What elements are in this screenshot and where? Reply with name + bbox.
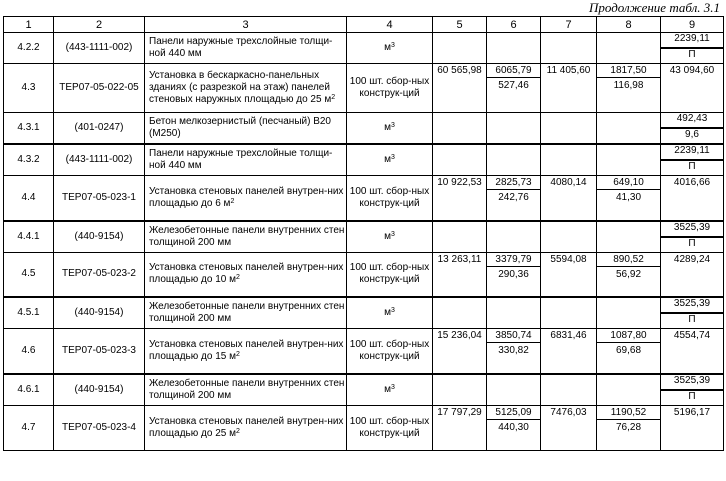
unit: 100 шт. сбор-ных конструк-ций (347, 252, 433, 297)
col9-value-bottom: 9,6 (685, 129, 699, 140)
rate-code: (440-9154) (54, 374, 145, 406)
col5-value (433, 221, 487, 253)
table-row (4, 297, 724, 329)
col9-value (661, 33, 724, 64)
col8-value-bottom: 56,92 (597, 266, 660, 281)
unit: 100 шт. сбор-ных конструк-ций (347, 176, 433, 221)
column-header: 1 (4, 17, 54, 33)
work-name: Установка стеновых панелей внутрен-них площадью до 6 $м^2$ (145, 176, 347, 221)
column-header: 7 (541, 17, 597, 33)
col8-value (597, 113, 661, 145)
col9-value-bottom: П (688, 390, 696, 402)
estimate-table (3, 16, 724, 451)
col7-value (541, 297, 597, 329)
col8-value (597, 329, 661, 374)
col9-value-top: 3525,39 (661, 298, 723, 314)
rate-code: (440-9154) (54, 221, 145, 253)
item-number: 4.2.2 (4, 33, 54, 64)
table-row (4, 252, 724, 297)
col6-value (487, 297, 541, 329)
work-name: Установка в бескаркасно-панельных зданиях (с разрезкой на этаж) панелей стеновых наружных площадью до 25 $м^2$ (145, 64, 347, 113)
col8-value (597, 405, 661, 450)
col9-value-top: 2239,11 (661, 33, 723, 49)
table-row (4, 329, 724, 374)
col7-value (541, 113, 597, 145)
col9-value-bottom: П (688, 237, 696, 249)
col8-value (597, 297, 661, 329)
col9-value-top: 3525,39 (661, 375, 723, 391)
column-header: 5 (433, 17, 487, 33)
column-header: 6 (487, 17, 541, 33)
unit: $м^3$ (347, 144, 433, 176)
col5-value: 15 236,04 (433, 329, 487, 374)
table-row (4, 221, 724, 253)
table-row (4, 144, 724, 176)
unit: $м^3$ (347, 374, 433, 406)
column-header: 2 (54, 17, 145, 33)
col8-value (597, 33, 661, 64)
work-name: Установка стеновых панелей внутрен-них площадью до 10 $м^2$ (145, 252, 347, 297)
item-number: 4.4 (4, 176, 54, 221)
col5-value (433, 297, 487, 329)
col8-value-top: 1190,52 (610, 406, 647, 418)
unit: 100 шт. сбор-ных конструк-ций (347, 405, 433, 450)
work-name: Панели наружные трехслойные толщи-ной 440 мм (145, 33, 347, 64)
unit: $м^3$ (347, 113, 433, 145)
table-row (4, 176, 724, 221)
col9-value: 4554,74 (661, 329, 724, 374)
column-header: 4 (347, 17, 433, 33)
col8-value (597, 252, 661, 297)
rate-code: ТЕР07-05-023-2 (54, 252, 145, 297)
unit: 100 шт. сбор-ных конструк-ций (347, 329, 433, 374)
col6-value-top: 3379,79 (495, 253, 532, 265)
item-number: 4.4.1 (4, 221, 54, 253)
col8-value-bottom: 41,30 (597, 189, 660, 204)
col7-value: 4080,14 (541, 176, 597, 221)
col9-value (661, 221, 724, 253)
col9-value-top: 492,43 (661, 113, 723, 129)
col7-value (541, 221, 597, 253)
col8-value-top: 890,52 (613, 253, 644, 265)
item-number: 4.5 (4, 252, 54, 297)
item-number: 4.3 (4, 64, 54, 113)
col7-value (541, 144, 597, 176)
rate-code: (443-1111-002) (54, 33, 145, 64)
col7-value: 5594,08 (541, 252, 597, 297)
col9-value-bottom: П (688, 161, 696, 172)
col6-value-bottom: 290,36 (487, 266, 540, 281)
col6-value-top: 6065,79 (495, 65, 532, 76)
col6-value-bottom: 527,46 (487, 77, 540, 92)
rate-code: (443-1111-002) (54, 144, 145, 176)
col5-value: 60 565,98 (433, 64, 487, 113)
col6-value (487, 252, 541, 297)
rate-code: ТЕР07-05-022-05 (54, 64, 145, 113)
col8-value-top: 1087,80 (610, 330, 647, 341)
col9-value: 5196,17 (661, 405, 724, 450)
col5-value (433, 374, 487, 406)
col6-value (487, 329, 541, 374)
col5-value: 10 922,53 (433, 176, 487, 221)
rate-code: ТЕР07-05-023-3 (54, 329, 145, 374)
col6-value-bottom: 242,76 (487, 189, 540, 204)
column-header: 3 (145, 17, 347, 33)
col9-value (661, 297, 724, 329)
unit: $м^3$ (347, 33, 433, 64)
col6-value-bottom: 440,30 (487, 419, 540, 434)
table-row (4, 374, 724, 406)
col6-value-top: 3850,74 (495, 330, 532, 341)
rate-code: ТЕР07-05-023-4 (54, 405, 145, 450)
col8-value-bottom: 69,68 (597, 342, 660, 357)
col6-value (487, 113, 541, 145)
col5-value: 17 797,29 (433, 405, 487, 450)
table-row (4, 405, 724, 450)
col6-value (487, 176, 541, 221)
col7-value (541, 374, 597, 406)
column-header: 8 (597, 17, 661, 33)
table-row (4, 33, 724, 64)
col7-value: 6831,46 (541, 329, 597, 374)
col9-value: 43 094,60 (661, 64, 724, 113)
col8-value (597, 374, 661, 406)
col8-value-bottom: 116,98 (597, 77, 660, 92)
col6-value (487, 405, 541, 450)
col8-value (597, 221, 661, 253)
work-name: Установка стеновых панелей внутрен-них площадью до 25 $м^2$ (145, 405, 347, 450)
item-number: 4.7 (4, 405, 54, 450)
col9-value: 4016,66 (661, 176, 724, 221)
col6-value-top: 2825,73 (495, 177, 532, 188)
col6-value (487, 374, 541, 406)
col9-value (661, 144, 724, 176)
col7-value (541, 33, 597, 64)
col7-value: 7476,03 (541, 405, 597, 450)
item-number: 4.3.2 (4, 144, 54, 176)
header-row (4, 17, 724, 33)
unit: $м^3$ (347, 297, 433, 329)
rate-code: (401-0247) (54, 113, 145, 145)
col6-value (487, 33, 541, 64)
table-row (4, 64, 724, 113)
unit: 100 шт. сбор-ных конструк-ций (347, 64, 433, 113)
col9-value-top: 3525,39 (661, 222, 723, 238)
col9-value: 4289,24 (661, 252, 724, 297)
col8-value (597, 144, 661, 176)
item-number: 4.3.1 (4, 113, 54, 145)
work-name: Железобетонные панели внутренних стен толщиной 200 мм (145, 297, 347, 329)
col5-value: 13 263,11 (433, 252, 487, 297)
item-number: 4.5.1 (4, 297, 54, 329)
col6-value-bottom: 330,82 (487, 342, 540, 357)
col8-value-top: 649,10 (613, 177, 644, 188)
col5-value (433, 144, 487, 176)
work-name: Железобетонные панели внутренних стен толщиной 200 мм (145, 221, 347, 253)
item-number: 4.6.1 (4, 374, 54, 406)
table-body (4, 33, 724, 451)
table-row (4, 113, 724, 145)
col9-value-bottom: П (688, 49, 696, 60)
col8-value-bottom: 76,28 (597, 419, 660, 434)
work-name: Установка стеновых панелей внутрен-них площадью до 15 $м^2$ (145, 329, 347, 374)
col6-value (487, 221, 541, 253)
rate-code: (440-9154) (54, 297, 145, 329)
col7-value: 11 405,60 (541, 64, 597, 113)
col6-value (487, 144, 541, 176)
work-name: Железобетонные панели внутренних стен толщиной 200 мм (145, 374, 347, 406)
unit: $м^3$ (347, 221, 433, 253)
col8-value-top: 1817,50 (610, 65, 647, 76)
col8-value (597, 64, 661, 113)
column-header: 9 (661, 17, 724, 33)
item-number: 4.6 (4, 329, 54, 374)
col9-value-top: 2239,11 (661, 145, 723, 161)
work-name: Панели наружные трехслойные толщи-ной 440 мм (145, 144, 347, 176)
work-name: Бетон мелкозернистый (песчаный) В20 (М250) (145, 113, 347, 145)
col9-value (661, 374, 724, 406)
col5-value (433, 113, 487, 145)
col6-value (487, 64, 541, 113)
table-caption: Продолжение табл. 3.1 (589, 0, 720, 15)
col5-value (433, 33, 487, 64)
col8-value (597, 176, 661, 221)
col9-value-bottom: П (688, 314, 696, 325)
rate-code: ТЕР07-05-023-1 (54, 176, 145, 221)
col6-value-top: 5125,09 (495, 406, 532, 418)
col9-value (661, 113, 724, 145)
